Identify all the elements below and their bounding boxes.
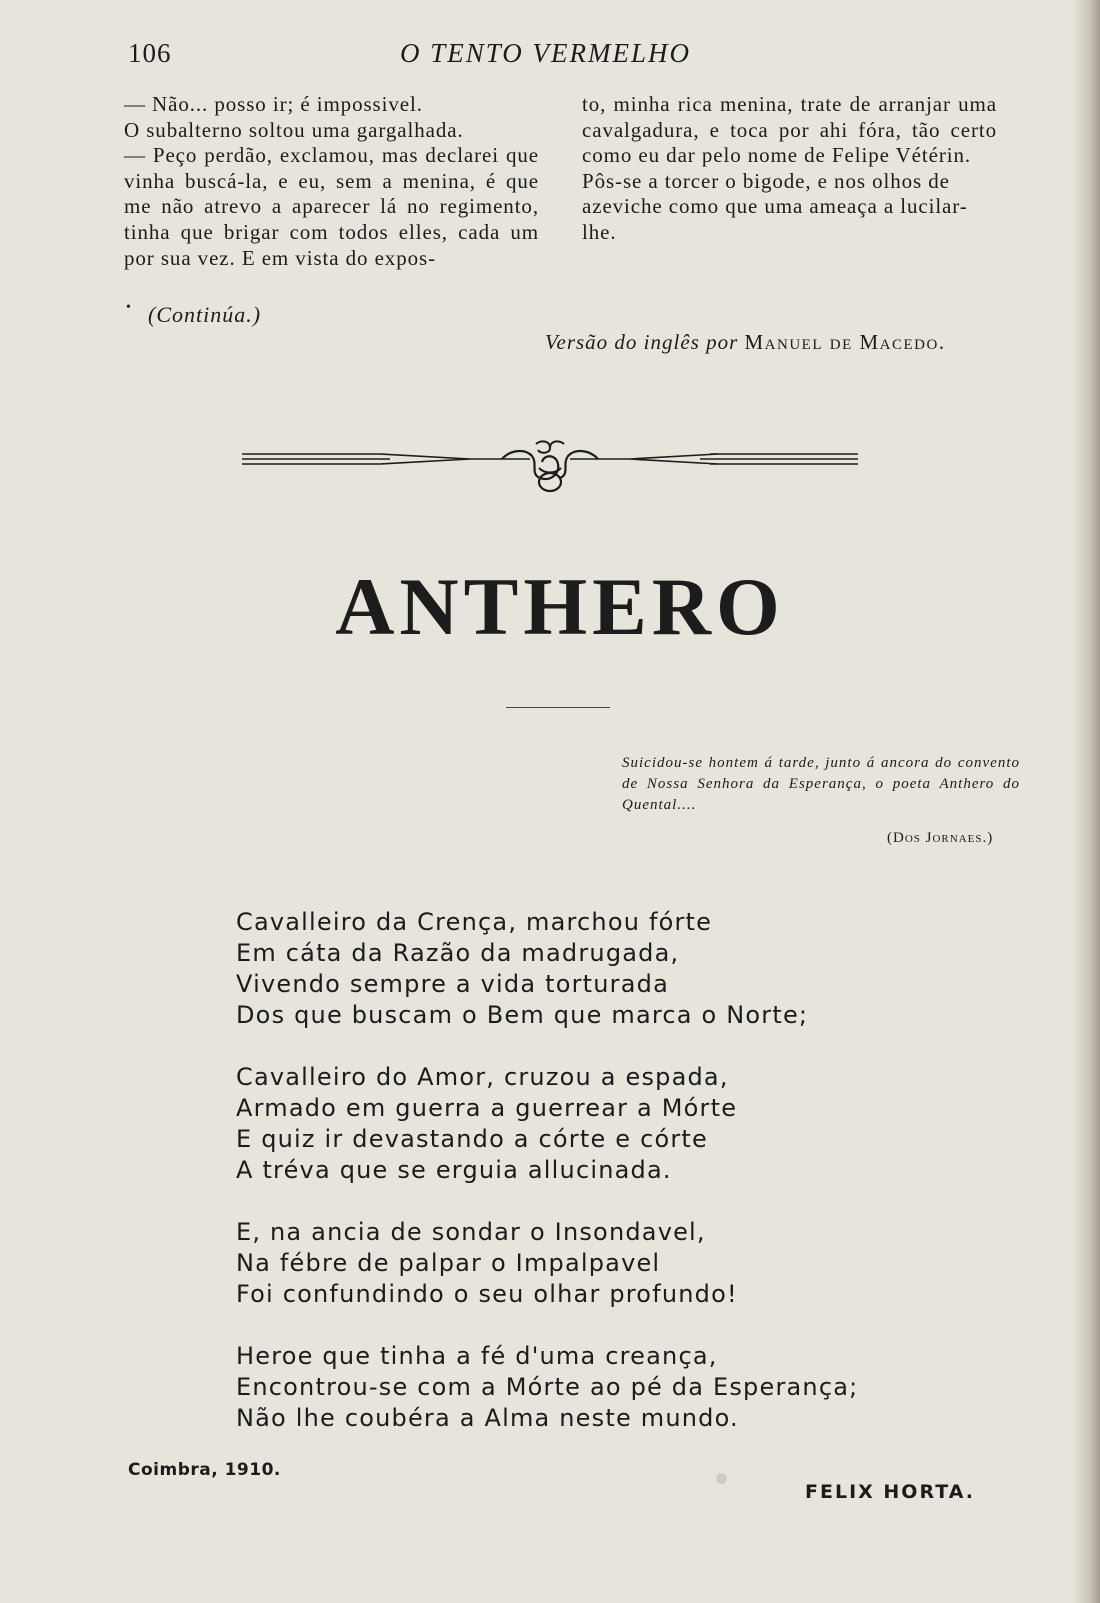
poem-author: FELIX HORTA. [805,1481,975,1503]
poem-line: Em cáta da Razão da madrugada, [236,939,680,967]
page-number: 106 [128,38,172,68]
bullet-mark: • [126,300,131,315]
poem-line: Heroe que tinha a fé d'uma creança, [236,1342,718,1370]
title-rule [506,707,610,708]
poem-title: ANTHERO [335,561,785,652]
story-paragraph: — Não... posso ir; é impossivel. [124,92,423,116]
translator-name: Manuel de Macedo. [744,330,946,354]
poem-line: Não lhe coubéra a Alma neste mundo. [236,1404,739,1432]
place-date: Coimbra, 1910. [128,1460,281,1480]
poem-line: Vivendo sempre a vida torturada [236,970,669,998]
story-right-column [582,92,997,246]
poem-line: Na fébre de palpar o Impalpavel [236,1249,661,1277]
paper-blemish [716,1473,727,1484]
story-left-column [124,92,539,271]
page-spine-shadow [1072,0,1100,1603]
running-title: O TENTO VERMELHO [400,38,692,68]
poem-line: Foi confundindo o seu olhar profundo! [236,1280,738,1308]
poem-stanza [236,1341,858,1434]
poem-line: Cavalleiro da Crença, marchou fórte [236,908,713,936]
poem-stanza [236,907,858,1031]
poem-stanza [236,1217,858,1310]
translator-credit [545,330,946,355]
story-paragraph: to, minha rica menina, trate de arranjar uma cavalgadura, e toca por ahi fóra, tão certo como eu dar pelo nome de Felipe Vétérin. [582,92,997,168]
poem-line: A tréva que se erguia allucinada. [236,1156,672,1184]
continued-note: (Continúa.) [148,302,262,327]
epigraph-source: (Dos Jornaes.) [887,830,994,846]
story-paragraph: — Peço perdão, exclamou, mas declarei que vinha buscá-la, e eu, sem a menina, é que me não atrevo a aparecer lá no regimento, tinha que brigar com todos elles, cada um por sua vez. E em vista do expos- [124,143,539,270]
poem-body [236,907,858,1434]
ornamental-divider [240,440,860,500]
poem-line: Dos que buscam o Bem que marca o Norte; [236,1001,809,1029]
poem-line: Armado em guerra a guerrear a Mórte [236,1094,738,1122]
poem-epigraph: Suicidou-se hontem á tarde, junto á ancora do convento de Nossa Senhora da Esperança, o poeta Anthero do Quental.... [622,755,1020,813]
poem-line: Encontrou-se com a Mórte ao pé da Esperança; [236,1373,859,1401]
story-paragraph: Pôs-se a torcer o bigode, e nos olhos de azeviche como que uma ameaça a lucilar-lhe. [582,168,968,244]
poem-stanza [236,1062,858,1186]
story-paragraph: O subalterno soltou uma gargalhada. [124,117,464,142]
poem-line: E, na ancia de sondar o Insondavel, [236,1218,706,1246]
poem-line: E quiz ir devastando a córte e córte [236,1125,708,1153]
translation-prefix: Versão do inglês por [545,330,739,354]
poem-line: Cavalleiro do Amor, cruzou a espada, [236,1063,729,1091]
